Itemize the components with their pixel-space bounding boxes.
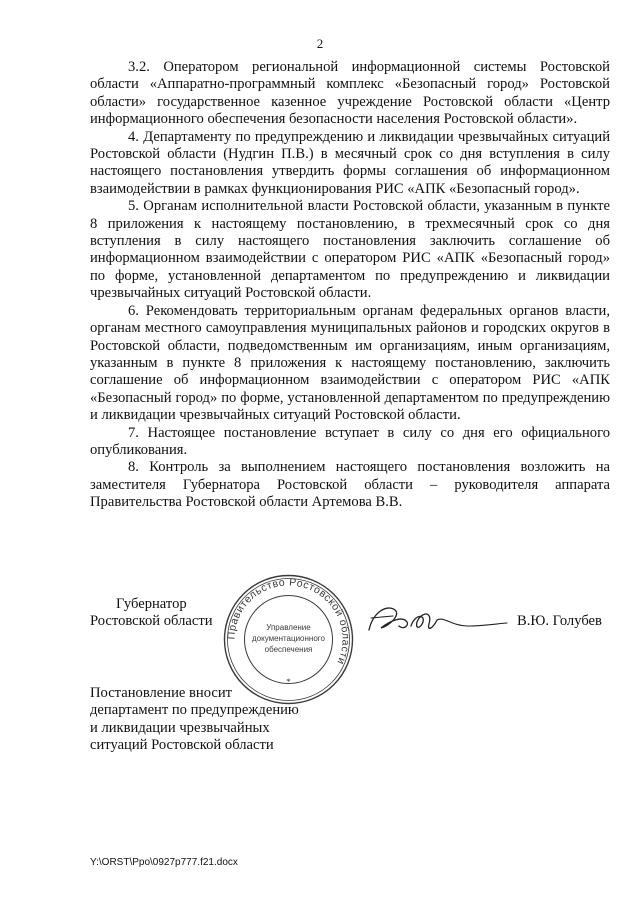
signatory-title (90, 596, 213, 631)
file-path: Y:\ORST\Ppo\0927p777.f21.docx (90, 857, 238, 868)
submission-note-line4: ситуаций Ростовской области (90, 737, 274, 754)
svg-text:*: * (286, 677, 291, 687)
seal-inner-line1: Управление (266, 623, 311, 632)
signatory-title-line2: Ростовской области (90, 613, 213, 630)
seal-inner-line2: документационного (252, 634, 325, 643)
paragraph-8: 8. Контроль за выполнением настоящего постановления возложить на заместителя Губернатора Ростовской области – руководителя аппарата Правительства Ростовской области Артемова В.В. (90, 459, 610, 511)
handwritten-signature (363, 596, 511, 644)
paragraph-3-2: 3.2. Оператором региональной информационной системы Ростовской области «Аппаратно-программный комплекс «Безопасный город» Ростовской области» государственное казенное учреждение Ростовской области «Центр информационного обеспечения безопасности населения Ростовской области». (90, 59, 610, 128)
seal-outer-text: Правительство Ростовской области (225, 576, 352, 667)
paragraph-5: 5. Органам исполнительной власти Ростовской области, указанным в пункте 8 приложения к настоящему постановлению, в трехмесячный срок со дня вступления в силу настоящего постановления заключить соглашение об информационном взаимодействии с оператором РИС «АПК «Безопасный город» по форме, установленной департаментом по предупреждению и ликвидации чрезвычайных ситуаций Ростовской области. (90, 198, 610, 302)
seal-inner-line3: обеспечения (264, 645, 313, 654)
submission-note (90, 685, 299, 755)
submission-note-line1: Постановление вносит (90, 685, 233, 701)
signatory-title-line1: Губернатор (116, 596, 187, 612)
document-body (90, 59, 610, 512)
paragraph-6: 6. Рекомендовать территориальным органам федеральных органов власти, органам местного самоуправления муниципальных районов и городских округов в Ростовской области, подведомственным им организациям, иным организациям, указанным в пункте 8 приложения к настоящему постановлению, заключить соглашение об информационном взаимодействии с оператором РИС «АПК «Безопасный город» по форме, установленной департаментом по предупреждению и ликвидации чрезвычайных ситуаций Ростовской области. (90, 302, 610, 424)
signatory-name: В.Ю. Голубев (517, 613, 602, 629)
page-number: 2 (316, 36, 324, 51)
paragraph-4: 4. Департаменту по предупреждению и ликвидации чрезвычайных ситуаций Ростовской области (Нудгин П.В.) в месячный срок со дня вступления в силу настоящего постановления утвердить формы соглашения об информационном взаимодействии в рамках функционирования РИС «АПК «Безопасный город». (90, 128, 610, 197)
submission-note-line2: департамент по предупреждению (90, 702, 299, 719)
submission-note-line3: и ликвидации чрезвычайных (90, 719, 270, 736)
paragraph-7: 7. Настоящее постановление вступает в силу со дня его официального опубликования. (90, 424, 610, 458)
